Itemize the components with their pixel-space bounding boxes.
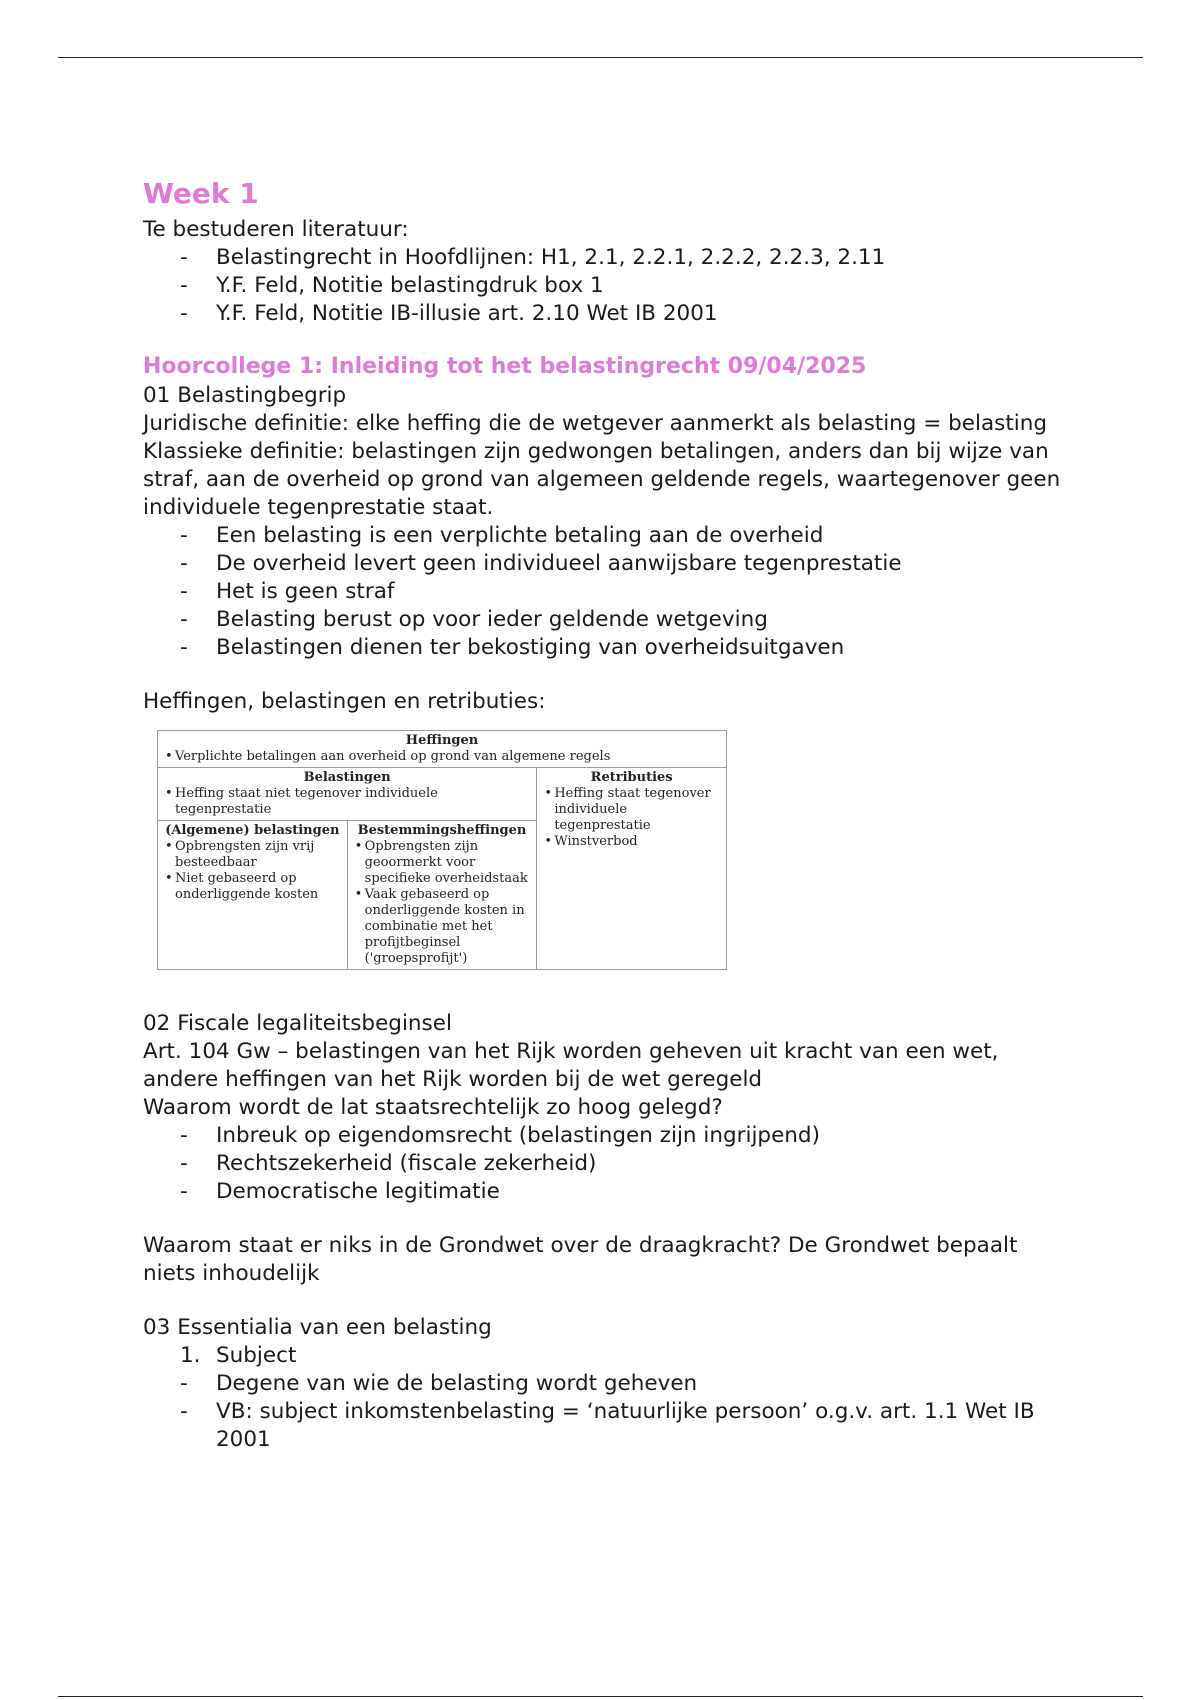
page-top-rule <box>58 57 1143 58</box>
list-item: - Inbreuk op eigendomsrecht (belastingen zijn ingrijpend) <box>143 1122 1063 1150</box>
retributies-item: • Winstverbod <box>554 834 721 850</box>
tax-characteristics-list <box>143 522 1063 662</box>
heffingen-item: • Verplichte betalingen aan overheid op grond van algemene regels <box>175 749 721 765</box>
list-item: - Democratische legitimatie <box>143 1178 1063 1206</box>
legal-definition: Juridische definitie: elke heffing die de wetgever aanmerkt als belasting = belasting <box>143 411 1048 436</box>
table-intro: Heffingen, belastingen en retributies: <box>143 689 546 714</box>
legality-question: Waarom wordt de lat staatsrechtelijk zo hoog gelegd? <box>143 1095 723 1120</box>
bestemming-item: • Opbrengsten zijn geoormerkt voor specifieke overheidstaak <box>365 839 532 887</box>
list-item: - Y.F. Feld, Notitie IB-illusie art. 2.10 Wet IB 2001 <box>143 300 1063 328</box>
list-item: - Rechtszekerheid (fiscale zekerheid) <box>143 1150 1063 1178</box>
list-item: - VB: subject inkomstenbelasting = ‘natuurlijke persoon’ o.g.v. art. 1.1 Wet IB 2001 <box>143 1398 1063 1454</box>
bestemming-item: • Vaak gebaseerd op onderliggende kosten in combinatie met het profijtbeginsel ('groepsprofijt') <box>365 887 532 967</box>
week-title: Week 1 <box>143 177 259 210</box>
algemene-title: (Algemene) belastingen <box>165 823 340 838</box>
section-heading: 02 Fiscale legaliteitsbeginsel <box>143 1011 452 1036</box>
literature-list <box>143 244 1063 328</box>
retributies-cell <box>537 768 727 970</box>
bestemming-cell <box>347 821 537 970</box>
list-item: - De overheid levert geen individueel aanwijsbare tegenprestatie <box>143 550 1063 578</box>
retributies-item: • Heffing staat tegenover individuele tegenprestatie <box>554 786 721 834</box>
list-item: - Belastingen dienen ter bekostiging van overheidsuitgaven <box>143 634 1063 662</box>
algemene-item: • Niet gebaseerd op onderliggende kosten <box>175 871 342 903</box>
document-body <box>143 176 1063 1454</box>
bestemming-title: Bestemmingsheffingen <box>357 823 527 838</box>
retributies-title: Retributies <box>590 770 673 785</box>
legality-reasons-list <box>143 1122 1063 1206</box>
list-item: - Belasting berust op voor ieder geldende wetgeving <box>143 606 1063 634</box>
list-item: - Y.F. Feld, Notitie belastingdruk box 1 <box>143 272 1063 300</box>
belastingen-cell <box>158 768 537 821</box>
literature-intro: Te bestuderen literatuur: <box>143 217 409 242</box>
item-number: 1. <box>180 1343 201 1368</box>
article-104: Art. 104 Gw – belastingen van het Rijk worden geheven uit kracht van een wet, andere heffingen van het Rijk worden bij de wet geregeld <box>143 1039 999 1092</box>
section-heading: 01 Belastingbegrip <box>143 383 347 408</box>
classic-definition: Klassieke definitie: belastingen zijn gedwongen betalingen, anders dan bij wijze van straf, aan de overheid op grond van algemeen geldende regels, waartegenover geen individuele tegenprestatie staat. <box>143 439 1061 520</box>
section-heading: 03 Essentialia van een belasting <box>143 1315 492 1340</box>
subject-list <box>143 1370 1063 1454</box>
essentialia-list <box>143 1342 1063 1370</box>
levies-table <box>157 730 727 970</box>
page-bottom-rule <box>58 1696 1143 1697</box>
lecture-title: Hoorcollege 1: Inleiding tot het belastingrecht 09/04/2025 <box>143 354 867 379</box>
belastingen-title: Belastingen <box>303 770 391 785</box>
list-item <box>143 1342 1063 1370</box>
draagkracht-note: Waarom staat er niks in de Grondwet over de draagkracht? De Grondwet bepaalt niets inhoudelijk <box>143 1233 1018 1286</box>
belastingen-item: • Heffing staat niet tegenover individuele tegenprestatie <box>175 786 531 818</box>
item-label: Subject <box>216 1343 297 1368</box>
algemene-cell <box>158 821 348 970</box>
list-item: - Het is geen straf <box>143 578 1063 606</box>
list-item: - Een belasting is een verplichte betaling aan de overheid <box>143 522 1063 550</box>
heffingen-cell <box>158 731 727 768</box>
heffingen-title: Heffingen <box>405 733 479 748</box>
list-item: - Degene van wie de belasting wordt geheven <box>143 1370 1063 1398</box>
list-item: - Belastingrecht in Hoofdlijnen: H1, 2.1, 2.2.1, 2.2.2, 2.2.3, 2.11 <box>143 244 1063 272</box>
algemene-item: • Opbrengsten zijn vrij besteedbaar <box>175 839 342 871</box>
